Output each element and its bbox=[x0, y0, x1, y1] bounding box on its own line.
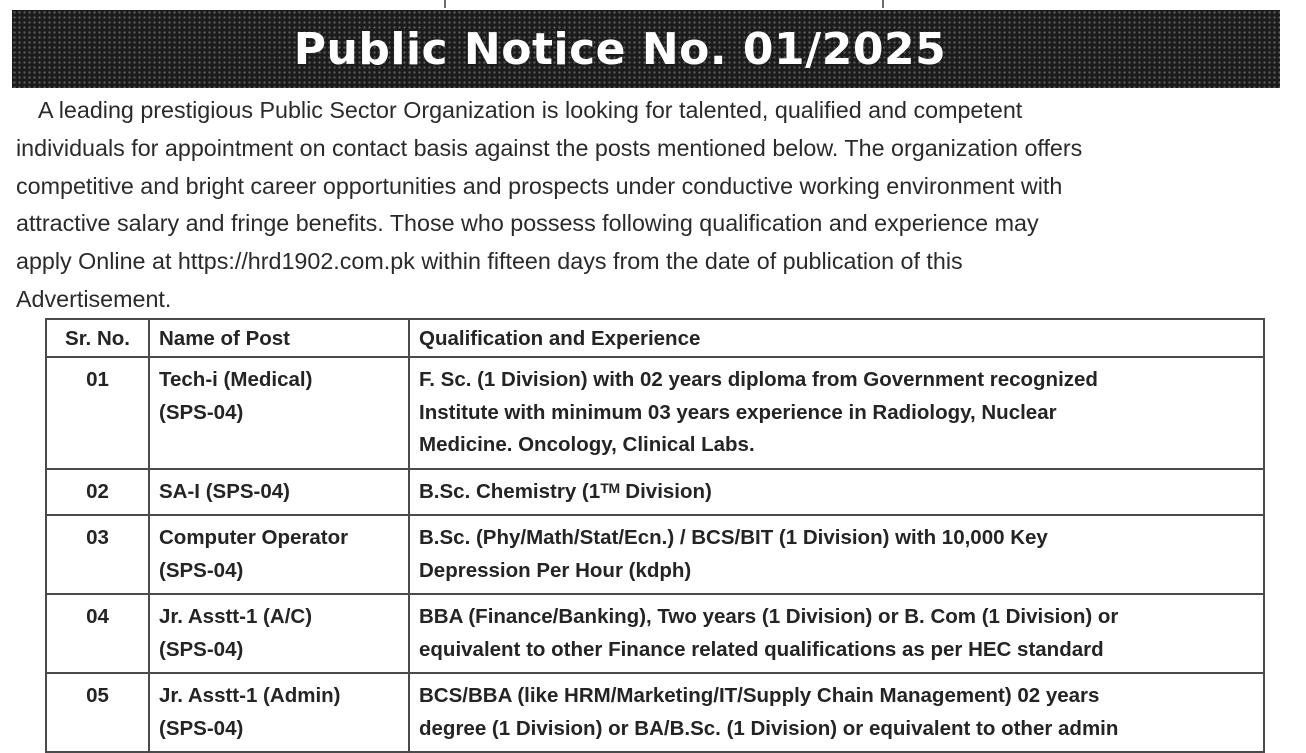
cell-post-name bbox=[149, 594, 409, 673]
cell-post-name bbox=[149, 515, 409, 594]
table-header-row bbox=[46, 319, 1264, 357]
intro-line: A leading prestigious Public Sector Organization is looking for talented, qualified and competent bbox=[38, 97, 1023, 123]
post-line: (SPS-04) bbox=[159, 716, 244, 740]
cell-qualification bbox=[409, 515, 1264, 594]
table-row bbox=[46, 515, 1264, 594]
cell-qualification bbox=[409, 594, 1264, 673]
table-row bbox=[46, 594, 1264, 673]
post-line: (SPS-04) bbox=[159, 637, 244, 661]
page-top-edge bbox=[0, 0, 1280, 10]
qualification-line: degree (1 Division) or BA/B.Sc. (1 Division) or equivalent to other admin bbox=[419, 716, 1119, 740]
post-line: Jr. Asstt-1 (Admin) bbox=[159, 684, 341, 707]
cell-qualification bbox=[409, 357, 1264, 469]
qualification-line: F. Sc. (1 Division) with 02 years diploma from Government recognized bbox=[419, 368, 1098, 391]
column-rule-mark bbox=[444, 0, 446, 8]
column-rule-mark bbox=[882, 0, 884, 8]
qualification-line: BBA (Finance/Banking), Two years (1 Division) or B. Com (1 Division) or bbox=[419, 605, 1119, 628]
table-row bbox=[46, 357, 1264, 469]
qualification-line: equivalent to other Finance related qualifications as per HEC standard bbox=[419, 637, 1104, 661]
post-line: Tech-i (Medical) bbox=[159, 368, 313, 391]
header-name-of-post: Name of Post bbox=[149, 319, 409, 357]
post-line: Computer Operator bbox=[159, 526, 349, 549]
post-line: SA-I (SPS-04) bbox=[159, 479, 290, 503]
post-line: Jr. Asstt-1 (A/C) bbox=[159, 605, 313, 628]
qualification-line: Depression Per Hour (kdph) bbox=[419, 558, 692, 582]
intro-line: attractive salary and fringe benefits. Those who possess following qualification and experience may bbox=[16, 210, 1039, 237]
cell-sr-no: 04 bbox=[46, 594, 149, 673]
post-line: (SPS-04) bbox=[159, 558, 244, 582]
cell-sr-no: 03 bbox=[46, 515, 149, 594]
intro-line: Advertisement. bbox=[16, 285, 172, 312]
cell-post-name bbox=[149, 469, 409, 516]
table-row bbox=[46, 469, 1264, 516]
cell-qualification bbox=[409, 673, 1264, 752]
cell-sr-no: 05 bbox=[46, 673, 149, 752]
cell-sr-no: 02 bbox=[46, 469, 149, 516]
table-row bbox=[46, 673, 1264, 752]
cell-qualification bbox=[409, 469, 1264, 516]
header-qualification: Qualification and Experience bbox=[409, 319, 1264, 357]
cell-sr-no: 01 bbox=[46, 357, 149, 469]
cell-post-name bbox=[149, 673, 409, 752]
header-sr-no: Sr. No. bbox=[46, 319, 149, 357]
qualification-line: BCS/BBA (like HRM/Marketing/IT/Supply Chain Management) 02 years bbox=[419, 684, 1100, 707]
qualification-line: B.Sc. Chemistry (1ᵀᴹ Division) bbox=[419, 479, 712, 503]
qualification-line: Institute with minimum 03 years experience in Radiology, Nuclear bbox=[419, 400, 1057, 424]
intro-line: individuals for appointment on contact basis against the posts mentioned below. The organization offers bbox=[16, 134, 1083, 161]
post-line: (SPS-04) bbox=[159, 400, 244, 424]
notice-intro bbox=[16, 92, 1306, 319]
intro-line: apply Online at https://hrd1902.com.pk within fifteen days from the date of publication of this bbox=[16, 248, 963, 275]
notice-title: Public Notice No. 01/2025 bbox=[293, 23, 947, 75]
intro-line: competitive and bright career opportunities and prospects under conductive working environment with bbox=[16, 172, 1063, 199]
qualification-line: Medicine. Oncology, Clinical Labs. bbox=[419, 433, 755, 456]
posts-table bbox=[45, 318, 1265, 753]
notice-banner bbox=[12, 10, 1280, 88]
qualification-line: B.Sc. (Phy/Math/Stat/Ecn.) / BCS/BIT (1 Division) with 10,000 Key bbox=[419, 526, 1048, 549]
cell-post-name bbox=[149, 357, 409, 469]
